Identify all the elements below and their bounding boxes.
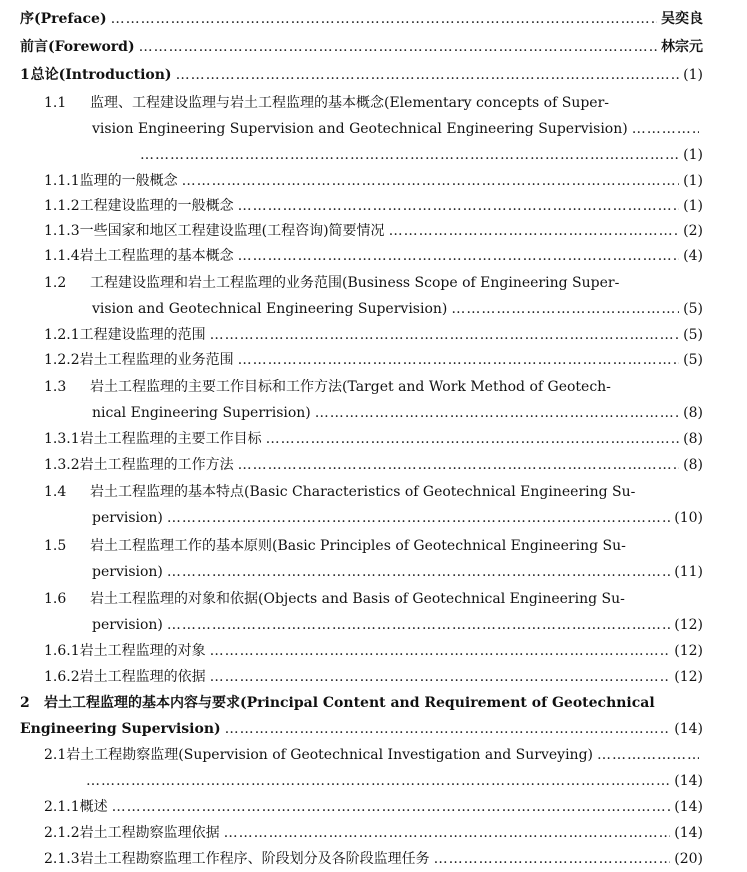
toc-title: 工程建设监理的一般概念 — [79, 198, 234, 214]
toc-entry-2-1-3[interactable] — [44, 850, 703, 868]
toc-entry-1-2[interactable] — [44, 274, 703, 292]
toc-title: 岩土工程勘察监理依据 — [79, 825, 220, 841]
toc-page-number: (8) — [683, 431, 703, 447]
toc-number: 1.5 — [44, 538, 67, 554]
toc-page-number: (11) — [674, 564, 703, 580]
toc-number: 1.3 — [44, 379, 67, 395]
leader-dots — [210, 326, 680, 344]
toc-number: 1.1.2 — [44, 198, 80, 214]
toc-entry-1-2-cont — [92, 300, 703, 318]
leader-dots — [632, 120, 699, 138]
toc-entry-1-1-1[interactable] — [44, 172, 703, 190]
toc-title: 岩土工程勘察监理(Supervision of Geotechnical Investigation and Surveying) — [66, 747, 593, 763]
toc-page-number: (2) — [683, 223, 703, 239]
toc-number: 1.2.1 — [44, 327, 80, 343]
toc-number: 1.1.4 — [44, 248, 80, 264]
toc-entry-2-1[interactable] — [44, 746, 703, 764]
leader-dots — [167, 616, 670, 634]
leader-dots — [182, 172, 680, 190]
toc-page-number: (10) — [674, 510, 703, 526]
toc-entry-1-1-3[interactable] — [44, 222, 703, 240]
leader-dots — [86, 772, 670, 790]
toc-entry-1-2-1[interactable] — [44, 326, 703, 344]
toc-entry-2-1-page — [82, 772, 703, 790]
toc-title: 监理的一般概念 — [79, 173, 178, 189]
toc-title: 监理、工程建设监理与岩土工程监理的基本概念(Elementary concepts of Super- — [90, 95, 610, 111]
toc-page-number: (5) — [683, 327, 703, 343]
toc-number: 2 — [20, 695, 30, 711]
toc-entry-1-6-2[interactable] — [44, 668, 703, 686]
toc-entry-foreword[interactable] — [20, 38, 703, 56]
toc-entry-1-3-1[interactable] — [44, 430, 703, 448]
toc-entry-chapter-2-cont — [20, 720, 703, 738]
toc-entry-1-3[interactable] — [44, 378, 703, 396]
toc-title-continued: pervision) — [92, 510, 163, 526]
toc-title: 岩土工程监理的依据 — [79, 669, 206, 685]
toc-title: 前言(Foreword) — [20, 39, 135, 55]
toc-page-number: (1) — [683, 67, 703, 83]
toc-number: 1.3.1 — [44, 431, 80, 447]
leader-dots — [139, 38, 657, 56]
toc-title: 岩土工程监理的主要工作目标 — [79, 431, 262, 447]
toc-title: 概述 — [79, 799, 108, 815]
toc-number: 1.2 — [44, 275, 67, 291]
leader-dots — [112, 798, 671, 816]
leader-dots — [315, 404, 679, 422]
toc-entry-1-3-2[interactable] — [44, 456, 703, 474]
leader-dots — [167, 509, 670, 527]
toc-page-number: (14) — [674, 721, 703, 737]
toc-title: 岩土工程勘察监理工作程序、阶段划分及各阶段监理任务 — [79, 851, 430, 867]
toc-page-number: (20) — [674, 851, 703, 867]
toc-entry-1-5[interactable] — [44, 537, 703, 555]
toc-entry-preface[interactable] — [20, 10, 703, 28]
toc-title: 工程建设监理的范围 — [79, 327, 206, 343]
toc-title: 岩土工程监理的工作方法 — [79, 457, 234, 473]
toc-page-number: (12) — [674, 669, 703, 685]
toc-entry-1-4-cont — [92, 509, 703, 527]
toc-title: 岩土工程监理的业务范围 — [79, 352, 234, 368]
toc-entry-chapter-2[interactable] — [20, 694, 703, 712]
toc-page-number: (1) — [683, 173, 703, 189]
toc-title: 总论(Introduction) — [30, 67, 172, 83]
toc-title-continued: pervision) — [92, 564, 163, 580]
toc-title-continued: vision Engineering Supervision and Geotechnical Engineering Supervision) — [92, 121, 628, 137]
toc-page-number: (4) — [683, 248, 703, 264]
leader-dots — [111, 10, 657, 28]
toc-number: 1.1 — [44, 95, 67, 111]
toc-page-number: (1) — [683, 147, 703, 163]
toc-number: 1 — [20, 67, 30, 83]
toc-title: 岩土工程监理的基本特点(Basic Characteristics of Geotechnical Engineering Su- — [90, 484, 636, 500]
toc-title-continued: Engineering Supervision) — [20, 721, 221, 737]
toc-title: 岩土工程监理工作的基本原则(Basic Principles of Geotechnical Engineering Su- — [90, 538, 626, 554]
toc-number: 1.3.2 — [44, 457, 80, 473]
toc-page-number: (12) — [674, 643, 703, 659]
toc-page-number: (8) — [683, 405, 703, 421]
toc-page-number: (5) — [683, 352, 703, 368]
toc-page-number: (14) — [674, 825, 703, 841]
toc-title: 岩土工程监理的基本概念 — [79, 248, 234, 264]
toc-number: 1.1.3 — [44, 223, 80, 239]
toc-number: 1.6.1 — [44, 643, 80, 659]
toc-title-continued: nical Engineering Superrision) — [92, 405, 311, 421]
toc-entry-1-6[interactable] — [44, 590, 703, 608]
toc-entry-chapter-1[interactable] — [20, 66, 703, 84]
leader-dots — [225, 720, 671, 738]
toc-page-number: (12) — [674, 617, 703, 633]
toc-number: 2.1.1 — [44, 799, 80, 815]
leader-dots — [210, 668, 671, 686]
leader-dots — [238, 197, 680, 215]
toc-entry-1-1-page — [92, 146, 703, 164]
leader-dots — [451, 300, 679, 318]
toc-title: 岩土工程监理的基本内容与要求(Principal Content and Requirement of Geotechnical — [44, 695, 655, 711]
leader-dots — [238, 456, 680, 474]
toc-number: 2.1 — [44, 747, 67, 763]
toc-number: 2.1.2 — [44, 825, 80, 841]
toc-entry-1-1-cont — [92, 120, 703, 138]
toc-entry-1-3-cont — [92, 404, 703, 422]
toc-entry-1-1-4[interactable] — [44, 247, 703, 265]
toc-number: 1.2.2 — [44, 352, 80, 368]
leader-dots — [140, 146, 679, 164]
toc-entry-1-1-2[interactable] — [44, 197, 703, 215]
toc-title: 岩土工程监理的主要工作目标和工作方法(Target and Work Method of Geotech- — [90, 379, 611, 395]
leader-dots — [389, 222, 680, 240]
toc-entry-1-1[interactable] — [44, 94, 703, 112]
toc-number: 1.1.1 — [44, 173, 80, 189]
toc-number: 1.6 — [44, 591, 67, 607]
toc-number: 1.6.2 — [44, 669, 80, 685]
toc-entry-2-1-2[interactable] — [44, 824, 703, 842]
leader-dots — [238, 247, 680, 265]
leader-dots — [434, 850, 671, 868]
toc-number: 2.1.3 — [44, 851, 80, 867]
toc-number: 1.4 — [44, 484, 67, 500]
toc-author: 林宗元 — [661, 39, 703, 55]
toc-page-number: (8) — [683, 457, 703, 473]
leader-dots — [210, 642, 671, 660]
toc-page-number: (14) — [674, 773, 703, 789]
leader-dots — [266, 430, 680, 448]
leader-dots — [224, 824, 671, 842]
toc-title: 序(Preface) — [20, 11, 107, 27]
toc-title: 岩土工程监理的对象 — [79, 643, 206, 659]
toc-title: 工程建设监理和岩土工程监理的业务范围(Business Scope of Engineering Super- — [90, 275, 620, 291]
leader-dots — [167, 563, 670, 581]
toc-entry-1-4[interactable] — [44, 483, 703, 501]
toc-entry-1-6-cont — [92, 616, 703, 634]
toc-entry-2-1-1[interactable] — [44, 798, 703, 816]
leader-dots — [597, 746, 699, 764]
toc-page-number: (1) — [683, 198, 703, 214]
toc-page-number: (5) — [683, 301, 703, 317]
toc-author: 吴奕良 — [661, 11, 703, 27]
toc-page-number: (14) — [674, 799, 703, 815]
toc-entry-1-6-1[interactable] — [44, 642, 703, 660]
leader-dots — [238, 351, 680, 369]
toc-title: 岩土工程监理的对象和依据(Objects and Basis of Geotechnical Engineering Su- — [90, 591, 625, 607]
toc-title: 一些国家和地区工程建设监理(工程咨询)简要情况 — [79, 223, 385, 239]
toc-entry-1-2-2[interactable] — [44, 351, 703, 369]
toc-entry-1-5-cont — [92, 563, 703, 581]
toc-title-continued: pervision) — [92, 617, 163, 633]
leader-dots — [176, 66, 680, 84]
toc-title-continued: vision and Geotechnical Engineering Supervision) — [92, 301, 448, 317]
